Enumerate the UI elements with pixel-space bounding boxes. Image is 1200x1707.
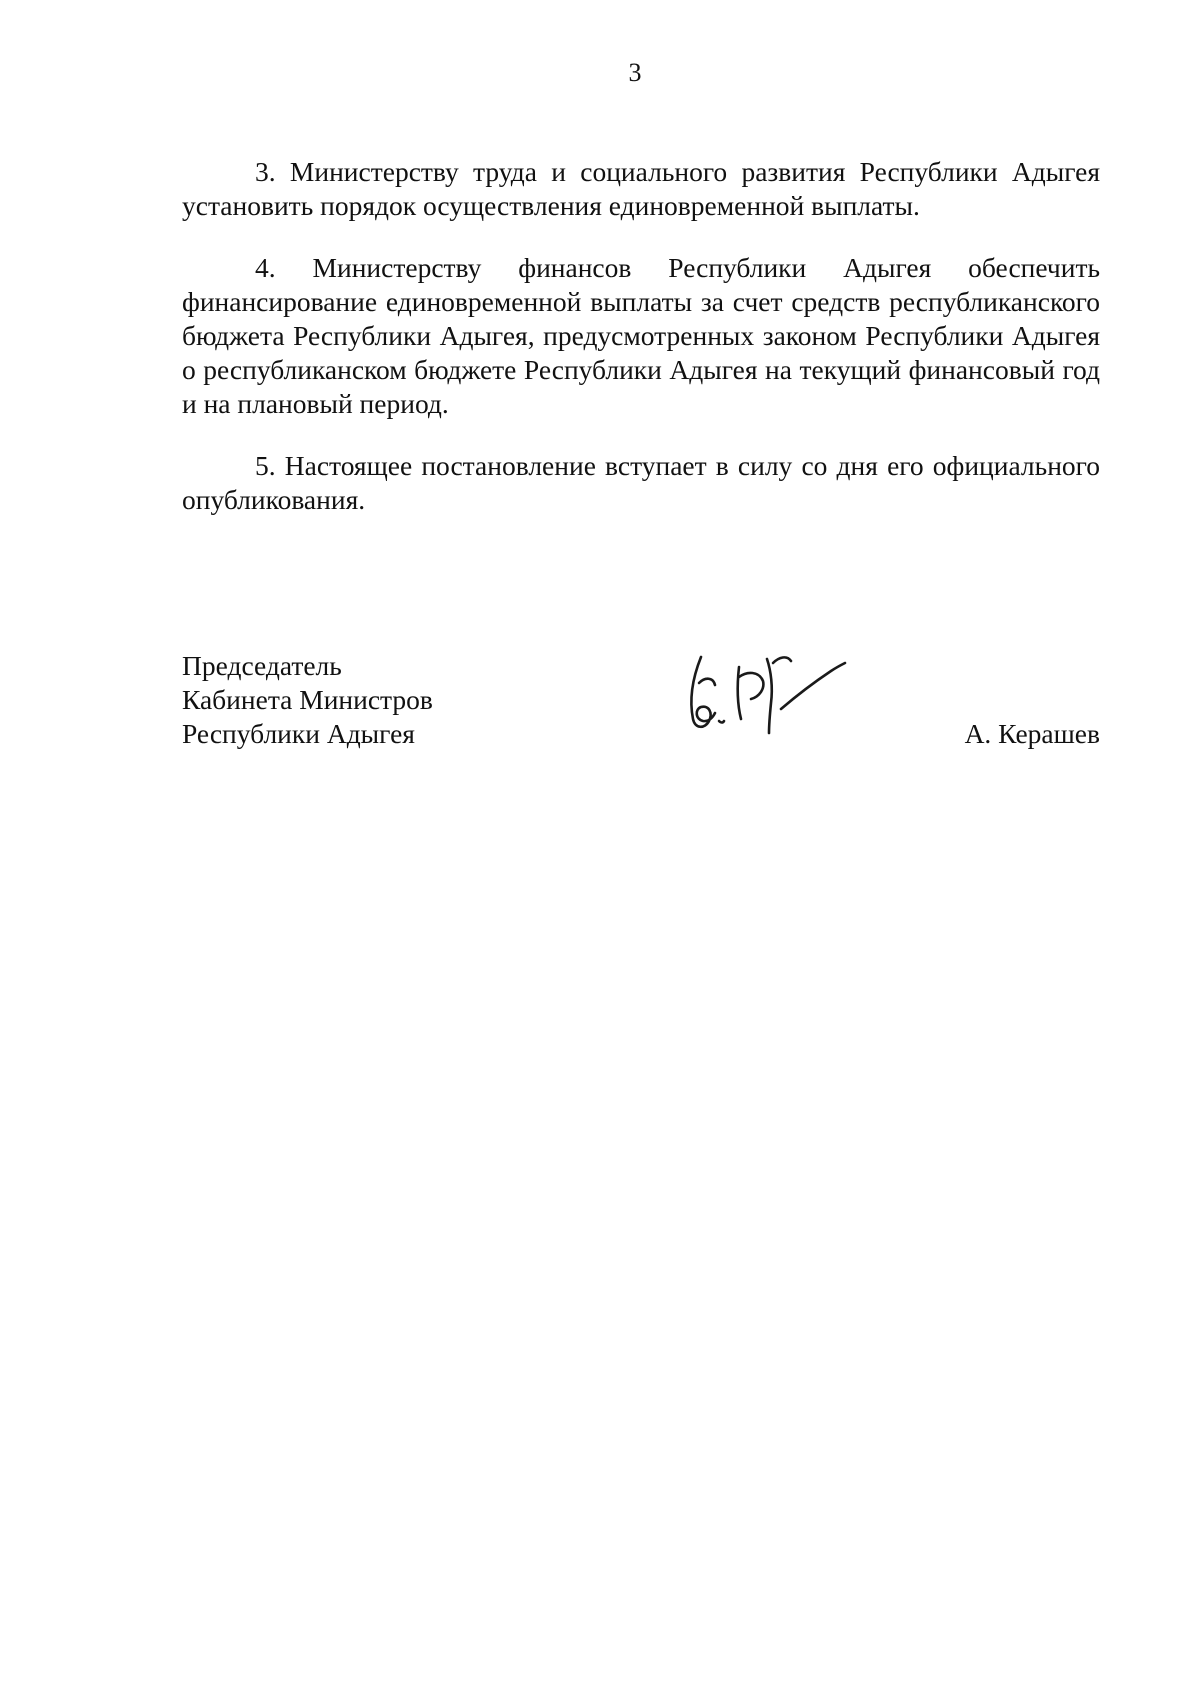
paragraph-text: Министерству финансов Республики Адыгея обеспечить финансирование единовременной выплаты за счет средств республиканского бюджета Республики Адыгея, предусмотренных законом Республики Адыгея о республиканском бюджете Республики Адыгея на текущий финансовый год и на плановый период. bbox=[182, 252, 1101, 419]
paragraph-text: Министерству труда и социального развития Республики Адыгея установить порядок осуществления единовременной выплаты. bbox=[182, 156, 1100, 221]
signatory-title-line: Председатель bbox=[182, 650, 342, 681]
paragraph-3 bbox=[182, 155, 1100, 223]
page-number: 3 bbox=[628, 58, 642, 87]
signatory-name: А. Керашев bbox=[964, 718, 1100, 749]
handwritten-signature bbox=[679, 637, 859, 747]
signatory-title bbox=[182, 649, 433, 751]
paragraph-number: 3. bbox=[255, 156, 276, 187]
document-body bbox=[182, 155, 1100, 545]
signatory-title-line: Республики Адыгея bbox=[182, 718, 415, 749]
paragraph-4 bbox=[182, 251, 1100, 421]
signature-block bbox=[182, 649, 1100, 759]
paragraph-5 bbox=[182, 449, 1100, 517]
paragraph-text: Настоящее постановление вступает в силу со дня его официального опубликования. bbox=[182, 450, 1101, 515]
paragraph-number: 5. bbox=[255, 450, 276, 481]
signatory-title-line: Кабинета Министров bbox=[182, 684, 433, 715]
paragraph-number: 4. bbox=[255, 252, 276, 283]
